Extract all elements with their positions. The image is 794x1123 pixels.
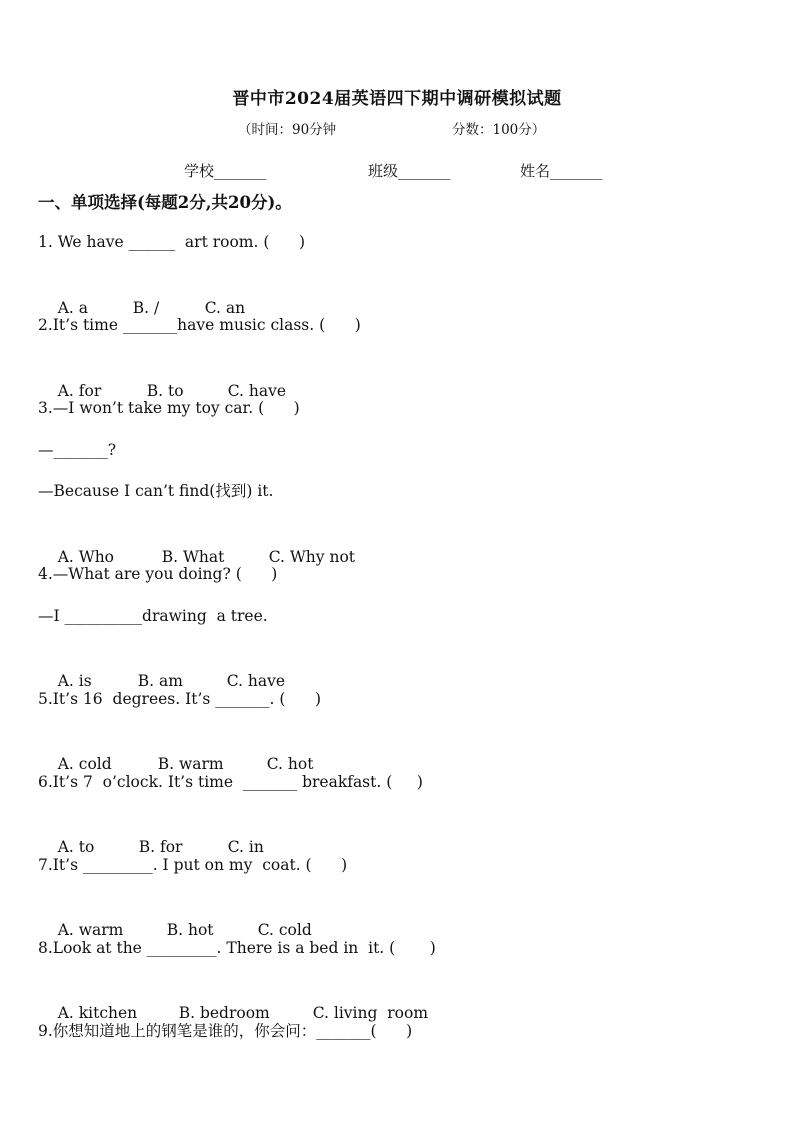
option-a: A. kitchen <box>57 1004 138 1022</box>
option-b: B. hot <box>166 921 214 939</box>
option-a: A. a <box>57 298 89 317</box>
exam-score: 分数：100分） <box>452 122 546 138</box>
question-5: 5.It’s 16 degrees. It’s _______. ( ) <box>38 689 322 708</box>
option-a: A. to <box>57 838 95 856</box>
class-field: 班级_______ <box>368 162 451 180</box>
school-field: 学校_______ <box>184 162 267 180</box>
question-2-options <box>38 355 758 400</box>
option-c: C. cold <box>257 921 312 939</box>
option-a: A. is <box>57 672 92 690</box>
section-title: 一、单项选择(每题2分,共20分)。 <box>38 193 292 212</box>
option-c: C. hot <box>266 755 314 773</box>
option-c: C. have <box>227 381 287 400</box>
question-3-line-3: —Because I can’t find(找到) it. <box>38 482 274 500</box>
question-8-options <box>38 977 758 1022</box>
option-b: B. for <box>138 838 183 856</box>
option-b: B. to <box>146 381 184 400</box>
exam-meta <box>0 118 794 138</box>
question-1: 1. We have ______ art room. ( ) <box>38 233 306 251</box>
option-a: A. cold <box>57 755 112 773</box>
question-3-options <box>38 521 758 566</box>
exam-title: 晋中市2024届英语四下期中调研模拟试题 <box>232 89 562 109</box>
question-1-options <box>38 272 758 317</box>
option-b: B. / <box>132 298 160 317</box>
question-2: 2.It’s time _______have music class. ( ) <box>38 316 361 334</box>
option-b: B. What <box>161 547 225 566</box>
option-c: C. have <box>226 672 286 690</box>
question-3-line-2: —_______? <box>38 440 117 459</box>
question-7: 7.It’s _________. I put on my coat. ( ) <box>38 855 348 874</box>
question-6: 6.It’s 7 o’clock. It’s time _______ breakfast. ( ) <box>38 772 423 791</box>
option-a: A. for <box>57 381 102 400</box>
option-a: A. warm <box>57 921 124 939</box>
option-a: A. Who <box>57 547 115 566</box>
question-4: 4.—What are you doing? ( ) <box>38 565 278 583</box>
option-b: B. am <box>137 672 183 690</box>
exam-time: （时间：90分钟 <box>238 122 337 138</box>
option-b: B. warm <box>157 755 224 773</box>
name-field: 姓名_______ <box>520 162 603 180</box>
question-5-options <box>38 728 758 773</box>
option-b: B. bedroom <box>178 1004 270 1022</box>
option-c: C. Why not <box>268 547 356 566</box>
option-c: C. in <box>227 838 264 856</box>
student-info <box>0 160 794 180</box>
question-7-options <box>38 894 758 939</box>
question-8: 8.Look at the _________. There is a bed in it. ( ) <box>38 938 436 957</box>
question-list <box>38 230 758 1060</box>
question-3: 3.—I won’t take my toy car. ( ) <box>38 399 300 417</box>
option-c: C. an <box>204 298 246 317</box>
option-c: C. living room <box>312 1004 429 1022</box>
question-4-options <box>38 645 758 690</box>
question-4-line-2: —I __________drawing a tree. <box>38 606 268 625</box>
question-9: 9.你想知道地上的钢笔是谁的，你会问：_______( ) <box>38 1021 413 1040</box>
question-6-options <box>38 811 758 856</box>
